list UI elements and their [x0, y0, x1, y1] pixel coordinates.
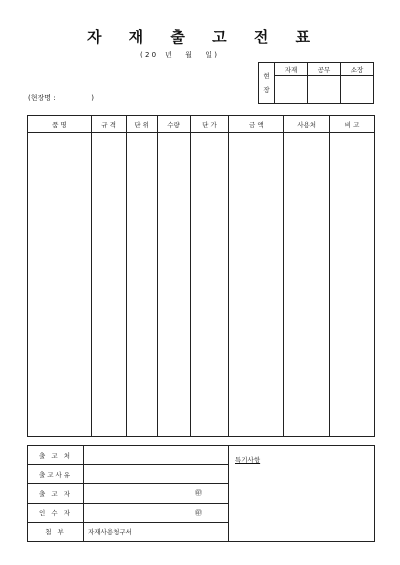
- form-title: 자 재 출 고 전 표: [86, 28, 322, 46]
- column-header-unit-price: 단 가: [190, 116, 229, 133]
- amount-cell[interactable]: [229, 133, 284, 437]
- footer-table: [27, 445, 375, 542]
- table-row: [28, 133, 375, 437]
- footer-label-issue-place: 출 고 처: [28, 446, 84, 465]
- approval-side-label: [259, 63, 275, 104]
- column-header-item-name: 품 명: [28, 116, 92, 133]
- date-line: ( 2 0 년 월 일 ): [140, 51, 217, 59]
- seal-mark: ㊞: [195, 489, 202, 498]
- issuer-field[interactable]: [84, 484, 229, 503]
- column-header-quantity: 수량: [157, 116, 190, 133]
- column-header-unit: 단 위: [126, 116, 157, 133]
- receiver-field[interactable]: [84, 503, 229, 522]
- seal-mark: ㊞: [195, 508, 202, 517]
- column-header-remarks: 비 고: [330, 116, 375, 133]
- approval-sign-engineering[interactable]: [308, 76, 341, 104]
- items-table: [27, 115, 375, 437]
- issue-place-field[interactable]: [84, 446, 229, 465]
- special-notes-area[interactable]: [229, 446, 375, 542]
- approval-role-material: 자재: [275, 63, 308, 76]
- footer-label-receiver: 인 수 자: [28, 503, 84, 522]
- approval-sign-manager[interactable]: [341, 76, 374, 104]
- spec-cell[interactable]: [91, 133, 126, 437]
- attachment-field[interactable]: 자재사용청구서: [84, 522, 229, 541]
- approval-side-label-1: 현: [263, 72, 270, 80]
- usage-cell[interactable]: [284, 133, 330, 437]
- unit-cell[interactable]: [126, 133, 157, 437]
- footer-label-attachment: 첨 부: [28, 522, 84, 541]
- approval-role-manager: 소장: [341, 63, 374, 76]
- column-header-usage: 사용처: [284, 116, 330, 133]
- column-header-spec: 규 격: [91, 116, 126, 133]
- approval-role-engineering: 공무: [308, 63, 341, 76]
- approval-sign-material[interactable]: [275, 76, 308, 104]
- site-name-field: (현장명 : ): [28, 94, 94, 102]
- approval-box: [258, 62, 374, 104]
- remarks-cell[interactable]: [330, 133, 375, 437]
- footer-label-issue-reason: 출고사유: [28, 465, 84, 484]
- column-header-amount: 금 액: [229, 116, 284, 133]
- footer-label-issuer: 출 고 자: [28, 484, 84, 503]
- quantity-cell[interactable]: [157, 133, 190, 437]
- approval-side-label-2: 장: [263, 86, 270, 94]
- item-name-cell[interactable]: [28, 133, 92, 437]
- unit-price-cell[interactable]: [190, 133, 229, 437]
- special-notes-label: 특기사항: [235, 456, 261, 464]
- issue-reason-field[interactable]: [84, 465, 229, 484]
